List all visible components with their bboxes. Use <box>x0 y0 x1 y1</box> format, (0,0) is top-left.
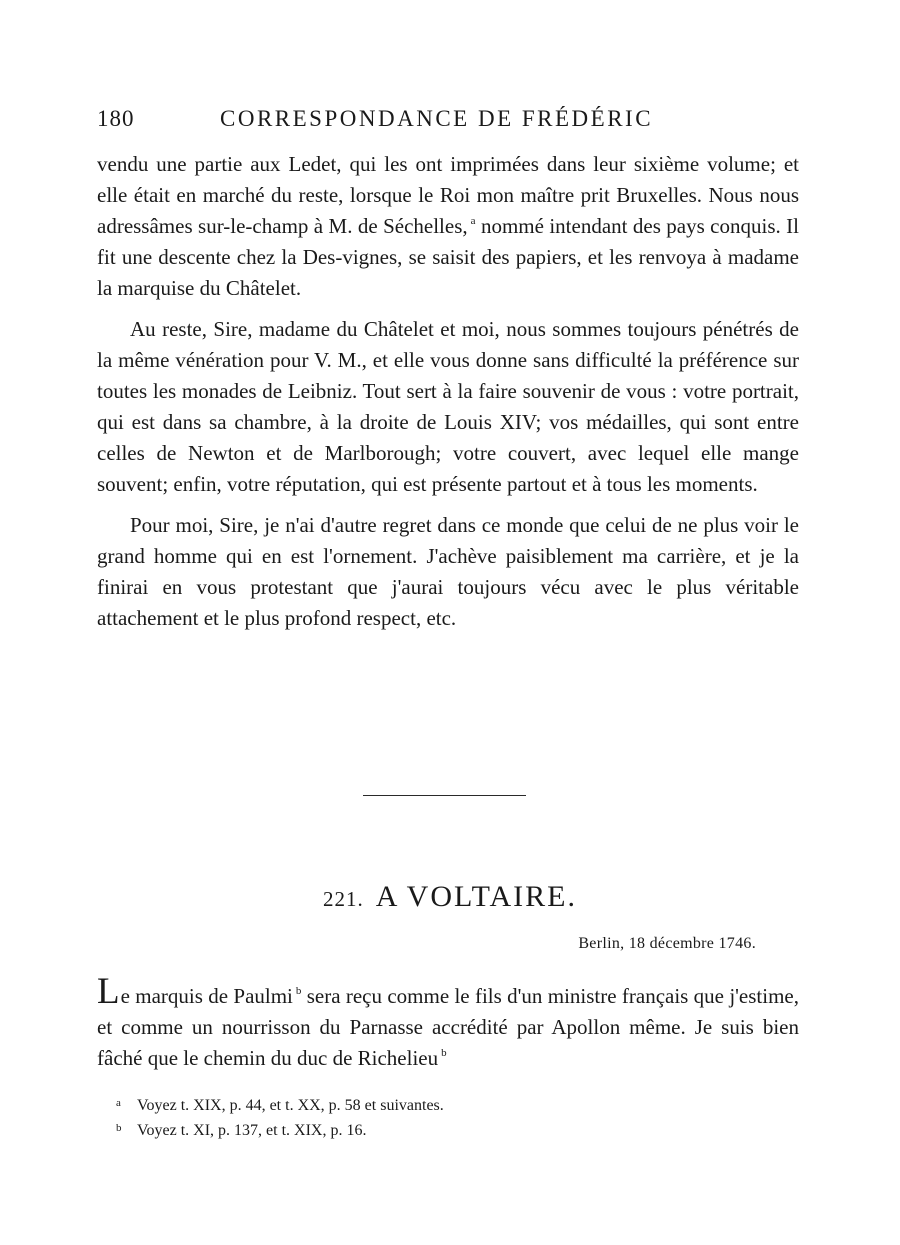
footnote-text: Voyez t. XI, p. 137, et t. XIX, p. 16. <box>137 1122 367 1139</box>
body-paragraph: Pour moi, Sire, je n'ai d'autre regret dans ce monde que celui de ne plus voir le grand homme qui en est l'ornement. J'achève paisiblement ma carrière, et je la finirai en vous protestant que j'aurai toujours vécu avec le plus véritable attachement et le plus profond respect, etc. <box>97 513 799 630</box>
continuation-paragraph <box>97 149 799 304</box>
footnote <box>116 1092 806 1117</box>
running-title: CORRESPONDANCE DE FRÉDÉRIC <box>220 106 654 131</box>
footnote-reference: b <box>295 985 302 997</box>
page-number: 180 <box>97 106 135 131</box>
drop-cap: L <box>97 971 120 1012</box>
section-divider <box>363 795 526 796</box>
footnote-reference: b <box>441 1047 447 1059</box>
letter-heading <box>0 880 900 914</box>
footnote-text: Voyez t. XIX, p. 44, et t. XX, p. 58 et suivantes. <box>137 1097 444 1114</box>
paragraph-text: nommé intendant des pays conquis. Il fit une descente chez la Des-vignes, se saisit des papiers, et les renvoya à madame la marquise du Châtelet. <box>97 214 799 300</box>
letter-paragraph <box>97 971 799 1074</box>
paragraph-text: sera reçu comme le fils d'un ministre français que j'estime, et comme un nourrisson du Parnasse accrédité par Apollon même. Je suis bien fâché que le chemin du duc de Richelieu <box>97 984 799 1070</box>
footnotes <box>116 1092 806 1142</box>
footnote-mark: a <box>116 1097 121 1109</box>
letter-body <box>97 971 799 1074</box>
footnote <box>116 1117 806 1142</box>
running-head <box>97 106 697 136</box>
footnote-reference: a <box>470 215 476 227</box>
paragraph-text: e marquis de Paulmi <box>120 984 293 1008</box>
paragraph-text: vendu une partie aux Ledet, qui les ont imprimées dans leur sixième volume; et elle était en marché du reste, lorsque le Roi mon maître prit Bruxelles. Nous nous adressâmes sur-le-champ à M. de Séchelles, <box>97 152 799 238</box>
footnote-mark: b <box>116 1122 122 1134</box>
letter-number: 221. <box>322 887 364 911</box>
letter-continuation <box>97 149 799 634</box>
letter-title: A VOLTAIRE. <box>375 880 578 913</box>
body-paragraph: Au reste, Sire, madame du Châtelet et moi, nous sommes toujours pénétrés de la même vénération pour V. M., et elle vous donne sans difficulté la préférence sur toutes les monades de Leibniz. Tout sert à la faire souvenir de vous : votre portrait, qui est dans sa chambre, à la droite de Louis XIV; vos médailles, qui sont entre celles de Newton et de Marlborough; votre couvert, avec lequel elle mange souvent; enfin, votre réputation, qui est présente partout et à tous les moments. <box>97 317 799 496</box>
dateline: Berlin, 18 décembre 1746. <box>578 935 756 952</box>
